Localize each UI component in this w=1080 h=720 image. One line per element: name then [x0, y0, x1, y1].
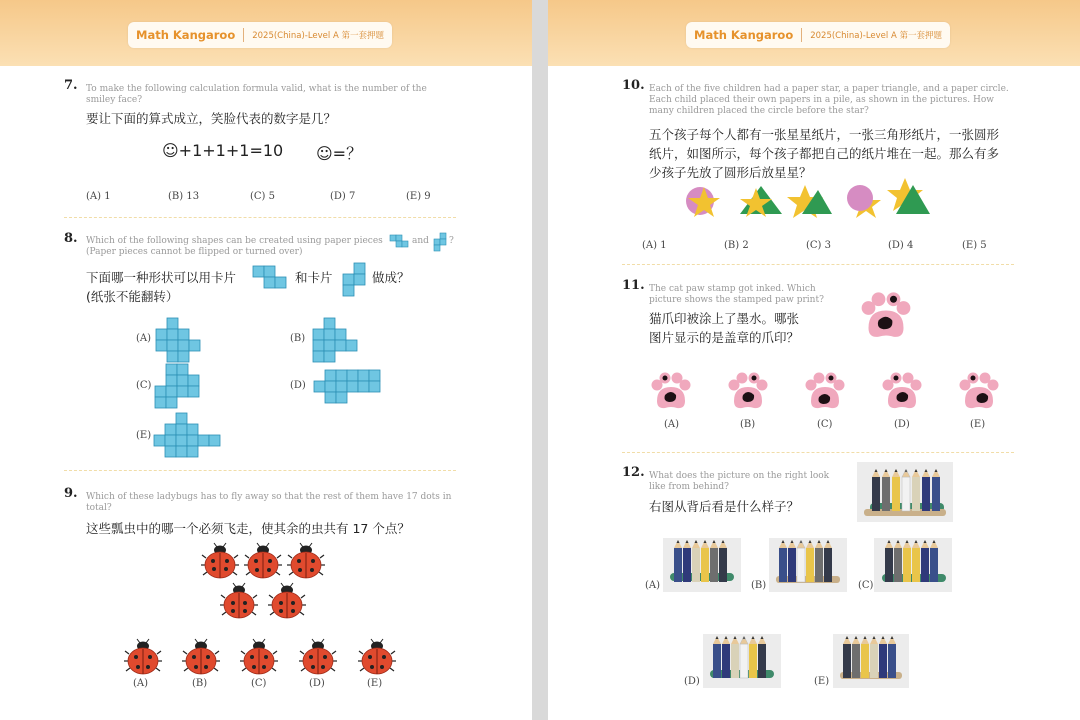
- q12-label-d[interactable]: (D): [684, 676, 700, 687]
- q12-label-c[interactable]: (C): [858, 580, 874, 591]
- q11-label-a[interactable]: (A): [664, 419, 680, 430]
- q8-label-a[interactable]: (A): [136, 333, 152, 344]
- q8-chinese-made: 做成？: [372, 270, 410, 285]
- q7-english: To make the following calculation formula valid, what is the number of the smiley face?: [86, 84, 427, 105]
- pencil-option-a[interactable]: [663, 538, 741, 592]
- ladybug-option-a[interactable]: [124, 639, 162, 674]
- level-label: 2025(China)-Level A 第一套押题: [810, 31, 942, 41]
- q12-label-e[interactable]: (E): [814, 676, 830, 687]
- ladybug-layer: [0, 0, 532, 720]
- q7-option-e[interactable]: (E) 9: [406, 191, 431, 202]
- q7-option-b[interactable]: (B) 13: [168, 191, 200, 202]
- q7-option-d[interactable]: (D) 7: [330, 191, 356, 202]
- pencil-option-e[interactable]: [833, 634, 909, 688]
- pencil-holder-reference: [857, 462, 953, 522]
- ladybug-option-e[interactable]: [358, 639, 396, 674]
- q10-option-e[interactable]: (E) 5: [962, 240, 987, 251]
- right-page: [548, 0, 1080, 720]
- q9-english: Which of these ladybugs has to fly away so that the rest of them have 17 dots in total?: [86, 492, 452, 513]
- q8-chinese-b: (纸张不能翻转）: [86, 289, 179, 304]
- q11-label-b[interactable]: (B): [740, 419, 756, 430]
- q10-english: Each of the five children had a paper star, a paper triangle, and a paper circle. Each child placed their own papers in a pile, as shown in the pictures. How many children placed the circle before the star?: [649, 84, 1009, 116]
- q10-chinese: 五个孩子每个人都有一张星星纸片，一张三角形纸片，一张圆形纸片，如图所示，每个孩子都把自己的纸片堆在一起。那么有多少孩子先放了圆形后放星星？: [649, 127, 1000, 180]
- pencil-option-c[interactable]: [874, 538, 952, 592]
- q7-number: 7.: [64, 78, 78, 93]
- q12-label-b[interactable]: (B): [751, 580, 767, 591]
- q10-option-a[interactable]: (A) 1: [642, 240, 667, 251]
- q11-label-d[interactable]: (D): [894, 419, 910, 430]
- q11-label-c[interactable]: (C): [817, 419, 833, 430]
- ladybug-option-d[interactable]: [299, 639, 337, 674]
- q11-number: 11.: [622, 278, 645, 293]
- ladybug-option-b[interactable]: [182, 639, 220, 674]
- q8-english-a: Which of the following shapes can be created using paper pieces: [86, 236, 383, 246]
- q7-option-c[interactable]: (C) 5: [250, 191, 275, 202]
- q12-number: 12.: [622, 465, 645, 480]
- q9-label-c[interactable]: (C): [251, 678, 267, 689]
- q9-label-a[interactable]: (A): [133, 678, 149, 689]
- pencil-layer: [548, 0, 1080, 720]
- brand-title: Math Kangaroo: [694, 28, 794, 42]
- q8-number: 8.: [64, 231, 78, 246]
- pencil-option-d[interactable]: [703, 634, 781, 688]
- q9-label-e[interactable]: (E): [367, 678, 383, 689]
- q11-english: The cat paw stamp got inked. Which picture shows the stamped paw print?: [649, 284, 824, 305]
- q11-chinese: 猫爪印被涂上了墨水。哪张图片显示的是盖章的爪印？: [649, 311, 800, 345]
- q12-chinese: 右图从背后看是什么样子？: [649, 499, 800, 514]
- left-page: [0, 0, 532, 720]
- q7-formula: ☺+1+1+1=10: [162, 141, 284, 160]
- q7-question: ☺=？: [316, 144, 363, 163]
- q10-number: 10.: [622, 78, 645, 93]
- q8-chinese-a: 下面哪一种形状可以用卡片: [86, 270, 237, 285]
- q8-english-q: ?: [449, 236, 454, 246]
- q7-chinese: 要让下面的算式成立，笑脸代表的数字是几？: [86, 111, 337, 126]
- q8-english-and: and: [412, 236, 429, 246]
- q9-chinese: 这些瓢虫中的哪一个必须飞走，使其余的虫共有 17 个点？: [86, 521, 410, 536]
- q12-label-a[interactable]: (A): [645, 580, 661, 591]
- pencil-option-b[interactable]: [769, 538, 847, 592]
- level-label: 2025(China)-Level A 第一套押题: [252, 31, 384, 41]
- ladybug-option-c[interactable]: [240, 639, 278, 674]
- q11-label-e[interactable]: (E): [970, 419, 986, 430]
- q8-label-e[interactable]: (E): [136, 430, 152, 441]
- q10-option-c[interactable]: (C) 3: [806, 240, 831, 251]
- q9-label-d[interactable]: (D): [309, 678, 325, 689]
- q7-option-a[interactable]: (A) 1: [86, 191, 111, 202]
- q9-label-b[interactable]: (B): [192, 678, 208, 689]
- brand-title: Math Kangaroo: [136, 28, 236, 42]
- q8-label-b[interactable]: (B): [290, 333, 306, 344]
- q8-label-d[interactable]: (D): [290, 380, 306, 391]
- q8-label-c[interactable]: (C): [136, 380, 152, 391]
- q10-option-b[interactable]: (B) 2: [724, 240, 749, 251]
- q8-chinese-and: 和卡片: [295, 270, 333, 285]
- q9-number: 9.: [64, 486, 78, 501]
- q8-english-b: (Paper pieces cannot be flipped or turned over): [86, 247, 303, 257]
- ladybug-cluster: [201, 543, 325, 618]
- q10-option-d[interactable]: (D) 4: [888, 240, 914, 251]
- q12-english: What does the picture on the right look like from behind?: [649, 471, 830, 492]
